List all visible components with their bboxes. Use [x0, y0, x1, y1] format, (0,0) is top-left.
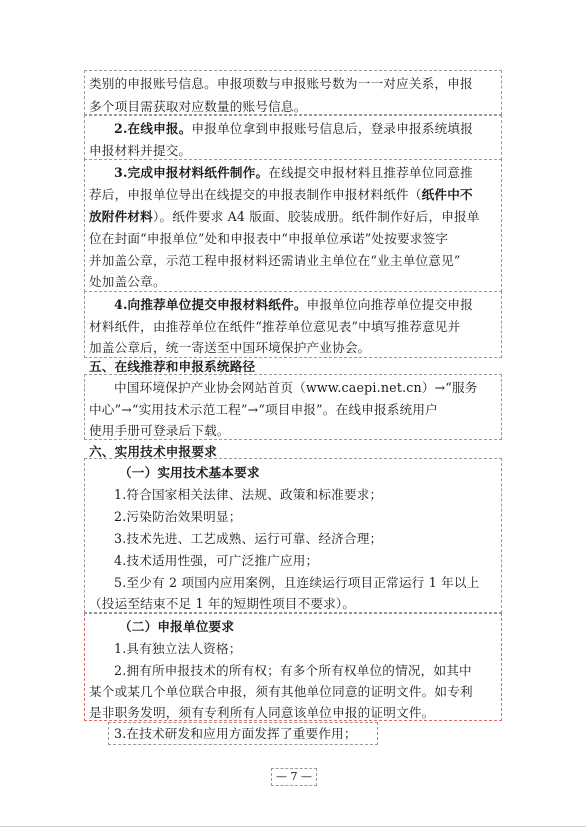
list-item: 2.污染防治效果明显；: [114, 509, 242, 524]
paragraph-line: 申报材料并提交。: [89, 143, 192, 158]
step-title: 2.在线申报。: [114, 121, 192, 136]
list-item-continuation: 是非职务发明，须有专利所有人同意该单位申报的证明文件。: [89, 705, 435, 720]
step-title: 4.向推荐单位提交申报材料纸件。: [114, 297, 307, 312]
section-heading: 五、在线推荐和申报系统路径: [89, 359, 256, 374]
list-item: 3.在技术研发和应用方面发挥了重要作用；: [114, 726, 357, 741]
emphasis-text: 纸件中不: [421, 187, 473, 202]
paragraph-line: 多个项目需获取对应数量的账号信息。: [89, 99, 307, 114]
step-title: 3.完成申报材料纸件制作。: [114, 165, 269, 180]
emphasis-text: 放附件材料: [89, 209, 153, 224]
section-heading: 六、实用技术申报要求: [89, 444, 217, 459]
paragraph-line: 3.完成申报材料纸件制作。在线提交申报材料且推荐单位同意推: [114, 165, 473, 180]
paragraph-line: 使用手册可登录后下载。: [89, 423, 230, 438]
paragraph-line: 处加盖公章。: [89, 274, 166, 289]
list-item-continuation: （投运至结束不足 1 年的短期性项目不要求）。: [89, 596, 356, 611]
paragraph-line: 荐后，申报单位导出在线提交的申报表制作申报材料纸件（纸件中不: [89, 187, 473, 202]
paragraph-line: 类别的申报账号信息。申报项数与申报账号数为一一对应关系，申报: [89, 76, 473, 91]
paragraph-line: 放附件材料）。纸件要求 A4 版面、胶装成册。纸件制作好后，申报单: [89, 209, 480, 224]
paragraph-line: 2.在线申报。申报单位拿到申报账号信息后，登录申报系统填报: [114, 121, 473, 136]
list-item: 2.拥有所申报技术的所有权；有多个所有权单位的情况，如其中: [114, 663, 472, 678]
subsection-heading: （一）实用技术基本要求: [119, 465, 260, 480]
paragraph-line: 中国环境保护产业协会网站首页（www.caepi.net.cn）→“服务: [114, 380, 478, 395]
paragraph-line: 4.向推荐单位提交申报材料纸件。申报单位向推荐单位提交申报: [114, 297, 473, 312]
list-item-continuation: 某个或某几个单位联合申报，须有其他单位同意的证明文件。如专利: [89, 684, 473, 699]
list-item: 1.具有独立法人资格；: [114, 641, 242, 656]
paragraph-line: 中心”→“实用技术示范工程”→“项目申报”。在线申报系统用户: [89, 402, 438, 417]
paragraph-line: 并加盖公章，示范工程申报材料还需请业主单位在“业主单位意见”: [89, 253, 461, 268]
list-item: 3.技术先进、工艺成熟、运行可靠、经济合理；: [114, 531, 383, 546]
page-number: — 7 —: [271, 768, 317, 786]
subsection-heading: （二）申报单位要求: [119, 619, 235, 634]
list-item: 4.技术适用性强，可广泛推广应用；: [114, 553, 319, 568]
list-item: 1.符合国家相关法律、法规、政策和标准要求；: [114, 487, 383, 502]
list-item: 5.至少有 2 项国内应用案例，且连续运行项目正常运行 1 年以上: [114, 575, 480, 590]
paragraph-line: 材料纸件，由推荐单位在纸件“推荐单位意见表”中填写推荐意见并: [89, 319, 461, 334]
paragraph-line: 加盖公章后，统一寄送至中国环境保护产业协会。: [89, 340, 371, 355]
paragraph-line: 位在封面“申报单位”处和申报表中“申报单位承诺”处按要求签字: [89, 231, 449, 246]
page-bottom-edge: [0, 826, 586, 827]
